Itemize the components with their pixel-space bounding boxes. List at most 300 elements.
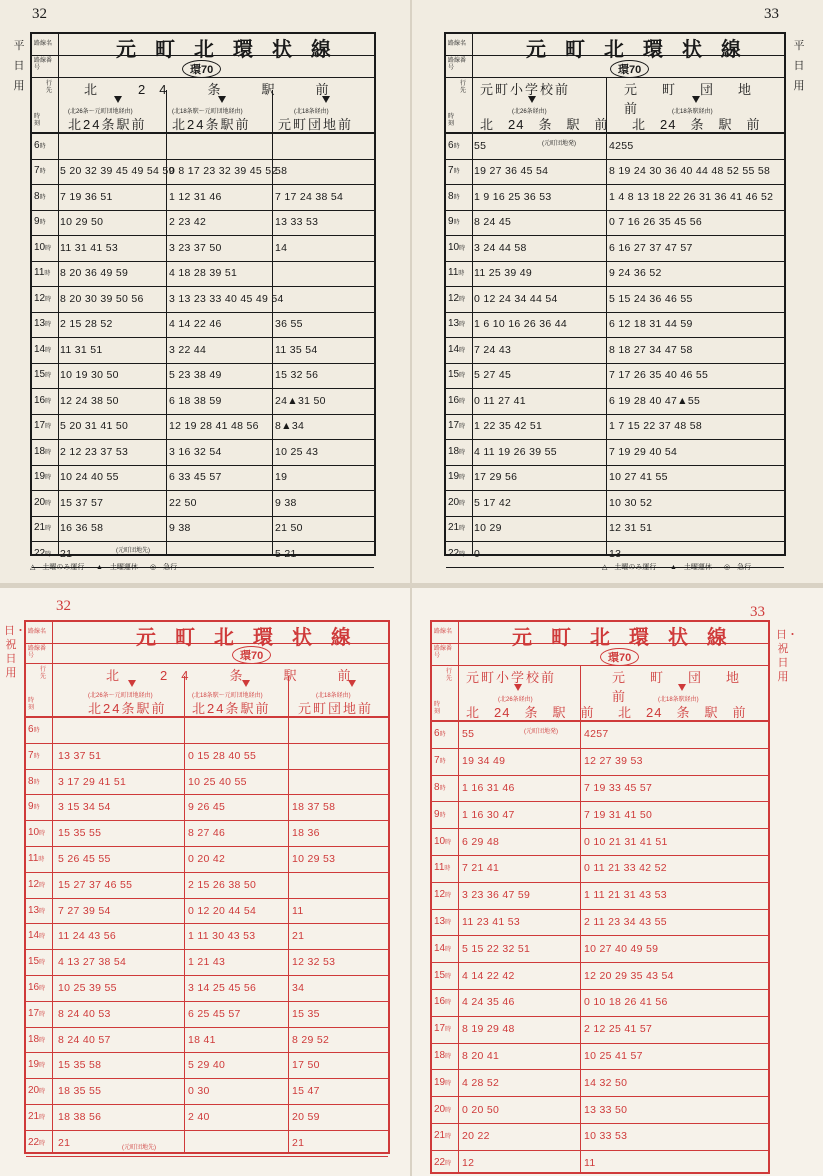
hour-label: 17時 <box>448 420 466 432</box>
hour-label: 12時 <box>434 889 452 901</box>
departure-minutes: 11 <box>292 904 304 917</box>
departure-minutes: 18 36 <box>292 827 320 840</box>
departure-minutes: 0 20 42 <box>188 852 226 865</box>
departure-minutes: 15 27 37 46 55 <box>58 878 133 891</box>
departure-minutes: 1 16 30 47 <box>462 808 515 821</box>
hour-label: 21時 <box>28 1110 46 1122</box>
service-day-label: 平日用 <box>13 40 25 92</box>
departure-minutes: 22 50 <box>169 496 197 509</box>
hour-label: 13時 <box>434 916 452 927</box>
departure-minutes: 11 35 54 <box>275 343 318 356</box>
hour-label: 8時 <box>34 190 46 202</box>
departure-minutes: 6 29 48 <box>462 835 500 848</box>
departure-minutes: 0 10 21 31 41 51 <box>584 835 668 848</box>
departure-minutes: 10 25 41 57 <box>584 1050 643 1062</box>
departure-minutes: 2 11 23 34 43 55 <box>584 916 667 928</box>
hour-label: 21時 <box>448 522 466 534</box>
departure-minutes: 8▲34 <box>275 420 305 433</box>
departure-minutes: 0 11 21 33 42 52 <box>584 862 667 875</box>
route-number-label: 路線番号 <box>448 58 467 71</box>
column-via: (北26条～元町団地経由) <box>68 109 133 115</box>
departure-minutes: 8 24 45 <box>474 216 512 229</box>
time-label: 時刻 <box>434 702 441 715</box>
departure-minutes: 9 26 45 <box>188 801 226 814</box>
hour-label: 10時 <box>448 241 466 253</box>
column-stop: 北24条駅前 <box>172 117 251 132</box>
hour-label: 15時 <box>434 969 452 981</box>
hour-label: 17時 <box>34 420 52 432</box>
holiday-page-33 <box>412 588 823 1176</box>
weekday-page-33 <box>412 0 823 583</box>
departure-minutes: 4 13 27 38 54 <box>58 956 127 969</box>
hour-rows <box>26 622 388 1152</box>
legend-saturday-suspended: ▲—土曜運休 <box>670 564 712 571</box>
hour-label: 16時 <box>34 394 52 406</box>
hour-label: 19時 <box>34 471 52 483</box>
departure-minutes: 36 55 <box>275 318 303 331</box>
departure-minutes: 10 19 30 50 <box>60 369 119 382</box>
hour-rows <box>32 34 374 560</box>
header-destination: 元町小学校前 <box>466 670 557 685</box>
departure-minutes: 7 24 43 <box>474 343 512 356</box>
departure-minutes: 9 24 36 52 <box>609 267 662 280</box>
departure-minutes: 10 25 40 55 <box>188 775 247 788</box>
route-name-label: 路線名 <box>434 629 453 635</box>
departure-minutes: 21 <box>58 1136 71 1149</box>
departure-minutes: 16 36 58 <box>60 522 104 535</box>
departure-minutes: 6 16 27 37 47 57 <box>609 241 693 254</box>
hour-label: 20時 <box>448 496 466 508</box>
route-name-label: 路線名 <box>448 41 467 47</box>
hour-label: 14時 <box>434 942 452 954</box>
departure-minutes: 7 19 31 41 50 <box>584 808 653 821</box>
departure-minutes: 5 21 <box>275 547 297 560</box>
departure-minutes: 5 17 42 <box>474 496 512 509</box>
hour-label: 20時 <box>434 1103 452 1115</box>
departure-minutes: 21 <box>60 547 73 560</box>
route-name-label: 路線名 <box>34 41 53 47</box>
hour-label: 22時 <box>448 547 466 559</box>
route-number-label: 路線番号 <box>34 58 53 71</box>
departure-minutes: 15 47 <box>292 1085 320 1098</box>
departure-minutes: 0 12 24 34 44 54 <box>474 292 558 305</box>
departure-minutes: 4 14 22 46 <box>169 318 222 331</box>
departure-minutes: 7 17 26 35 40 46 55 <box>609 369 709 382</box>
hour-label: 6時 <box>34 139 46 151</box>
departure-minutes: 19 34 49 <box>462 755 506 768</box>
column-via: (北18条経由) <box>316 693 351 699</box>
column-stop: 北24条駅前 <box>88 701 167 716</box>
departure-minutes: 15 35 55 <box>58 827 102 840</box>
hour-label: 18時 <box>434 1050 452 1061</box>
hour-rows <box>432 622 768 1172</box>
timetable <box>24 620 390 1154</box>
departure-minutes: 2 23 42 <box>169 216 207 229</box>
time-label: 時刻 <box>448 114 455 127</box>
hour-label: 16時 <box>448 394 466 406</box>
page-number: 32 <box>56 598 71 614</box>
direction-label: 行先 <box>446 669 453 682</box>
hour-label: 10時 <box>28 827 46 839</box>
departure-minutes: 8 19 29 48 <box>462 1023 515 1036</box>
departure-minutes: 19 27 36 45 54 <box>474 165 549 178</box>
departure-minutes: 21 <box>292 1136 305 1149</box>
departure-minutes: 3 23 36 47 59 <box>462 889 531 902</box>
hour-label: 9時 <box>434 808 446 820</box>
departure-minutes: 5 27 45 <box>474 369 512 382</box>
departure-minutes: 14 <box>275 241 288 254</box>
departure-minutes: 21 <box>292 930 305 943</box>
departure-minutes: 1 4 8 13 18 22 26 31 36 41 46 52 <box>609 190 774 203</box>
hour-label: 10時 <box>34 241 52 253</box>
hour-label: 9時 <box>28 801 40 813</box>
column-via: (北18条駅～元町団地経由) <box>172 109 243 115</box>
departure-minutes: 0 20 50 <box>462 1103 500 1116</box>
departure-minutes: 2 40 <box>188 1110 210 1123</box>
departure-minutes: 3 23 37 50 <box>169 241 222 254</box>
departure-minutes: 15 32 56 <box>275 369 319 382</box>
departure-minutes: 2 12 25 41 57 <box>584 1023 653 1036</box>
column-stop: 北 24 条 駅 前 <box>618 705 747 720</box>
departure-minutes: 4255 <box>609 139 634 152</box>
departure-minutes: 8 20 36 49 59 <box>60 267 129 280</box>
service-day-label: 平日用 <box>793 40 805 92</box>
column-stop: 元町団地前 <box>278 117 354 132</box>
timetable <box>444 32 786 560</box>
departure-minutes: 5 29 40 <box>188 1059 226 1072</box>
departure-minutes: 4 11 19 26 39 55 <box>474 445 557 458</box>
hour-label: 11時 <box>34 267 51 279</box>
departure-minutes: 10 25 43 <box>275 445 319 458</box>
timetable <box>30 32 376 560</box>
hour-label: 17時 <box>434 1023 452 1035</box>
hour-label: 12時 <box>34 292 52 304</box>
column-via: (北26条経由) <box>512 109 547 115</box>
departure-minutes: 10 29 50 <box>60 216 104 229</box>
service-day-label: 日・祝日用 <box>4 625 26 679</box>
departure-minutes: 7 27 39 54 <box>58 904 111 917</box>
origin-note: (元町団地発) <box>524 729 558 735</box>
departure-minutes: 8 24 40 53 <box>58 1007 111 1020</box>
departure-minutes: 55 <box>474 139 487 152</box>
hour-label: 17時 <box>28 1007 46 1019</box>
departure-minutes: 10 29 53 <box>292 852 336 865</box>
hour-label: 22時 <box>434 1157 452 1169</box>
departure-minutes: 1 11 30 43 53 <box>188 930 256 943</box>
hour-label: 22時 <box>28 1136 46 1148</box>
direction-label: 行先 <box>460 81 467 94</box>
page-number: 33 <box>764 6 779 22</box>
departure-minutes: 10 24 40 55 <box>60 471 119 484</box>
legend-saturday-only: △—土曜のみ運行 <box>602 564 657 571</box>
departure-minutes: 2 15 28 52 <box>60 318 113 331</box>
departure-minutes: 15 37 57 <box>60 496 104 509</box>
departure-minutes: 11 <box>584 1157 596 1170</box>
departure-minutes: 12 <box>462 1157 475 1170</box>
header-destination: 北 24 条 駅 前 <box>84 82 343 97</box>
direction-label: 行先 <box>40 667 47 680</box>
departure-minutes: 7 19 33 45 57 <box>584 782 653 794</box>
departure-minutes: 12 24 38 50 <box>60 394 119 407</box>
hour-label: 15時 <box>34 369 52 381</box>
hour-label: 19時 <box>28 1059 46 1071</box>
departure-minutes: 20 22 <box>462 1130 490 1143</box>
departure-minutes: 4 18 28 39 51 <box>169 267 238 280</box>
column-stop: 北 24 条 駅 前 <box>466 705 595 720</box>
departure-minutes: 2 12 23 37 53 <box>60 445 129 458</box>
departure-minutes: 13 37 51 <box>58 749 102 762</box>
weekday-page-32 <box>0 0 410 583</box>
hour-label: 21時 <box>34 522 52 534</box>
hour-label: 13時 <box>28 904 46 916</box>
departure-minutes: 10 29 <box>474 522 502 535</box>
hour-label: 8時 <box>434 782 446 793</box>
hour-label: 9時 <box>34 216 46 228</box>
hour-label: 6時 <box>28 723 40 735</box>
departure-minutes: 4 24 35 46 <box>462 996 515 1009</box>
departure-minutes: 8 20 41 <box>462 1050 500 1062</box>
hour-label: 16時 <box>28 981 46 993</box>
header-destination: 元町小学校前 <box>480 82 571 97</box>
hour-rows <box>446 34 784 560</box>
time-label: 時刻 <box>34 114 41 127</box>
hour-label: 12時 <box>28 878 46 890</box>
timetable <box>430 620 770 1174</box>
departure-minutes: 8 29 52 <box>292 1033 330 1046</box>
departure-minutes: 3 16 32 54 <box>169 445 222 458</box>
departure-minutes: 10 27 41 55 <box>609 471 668 484</box>
hour-label: 11時 <box>434 862 451 874</box>
holiday-page-32 <box>0 588 410 1176</box>
departure-minutes: 7 19 36 51 <box>60 190 113 203</box>
departure-minutes: 11 25 39 49 <box>474 267 532 280</box>
departure-minutes: 17 29 56 <box>474 471 518 484</box>
hour-label: 9時 <box>448 216 460 228</box>
departure-minutes: 7 19 29 40 54 <box>609 445 678 458</box>
hour-label: 14時 <box>28 930 46 942</box>
departure-minutes: 17 50 <box>292 1059 320 1072</box>
service-day-label: 日・祝日用 <box>776 629 798 683</box>
departure-minutes: 11 31 41 53 <box>60 241 118 254</box>
column-via: (北18条経由) <box>294 109 329 115</box>
departure-minutes: 0 8 17 23 32 39 45 52 <box>169 165 278 178</box>
origin-note: (元町団地先) <box>122 1145 156 1151</box>
origin-note: (元町団地先) <box>116 548 150 554</box>
departure-minutes: 4257 <box>584 728 609 741</box>
departure-minutes: 20 59 <box>292 1110 320 1123</box>
departure-minutes: 3 13 23 33 40 45 49 54 <box>169 292 284 305</box>
column-via: (北18条駅経由) <box>672 109 713 115</box>
legend-express: ◎—急行 <box>724 564 752 571</box>
column-stop: 北 24 条 駅 前 <box>480 117 609 132</box>
departure-minutes: 1 21 43 <box>188 956 226 969</box>
departure-minutes: 13 33 53 <box>275 216 319 229</box>
departure-minutes: 7 17 24 38 54 <box>275 190 344 203</box>
hour-label: 20時 <box>34 496 52 508</box>
time-label: 時刻 <box>28 698 35 711</box>
hour-label: 11時 <box>448 267 465 279</box>
departure-minutes: 5 26 45 55 <box>58 852 111 865</box>
departure-minutes: 15 35 58 <box>58 1059 102 1072</box>
route-number-badge: 環70 <box>600 648 639 666</box>
departure-minutes: 0 12 20 44 54 <box>188 904 257 917</box>
departure-minutes: 9 38 <box>275 496 297 509</box>
departure-minutes: 5 23 38 49 <box>169 369 222 382</box>
departure-minutes: 24▲31 50 <box>275 394 326 407</box>
column-stop: 北 24 条 駅 前 <box>632 117 761 132</box>
departure-minutes: 21 50 <box>275 522 303 535</box>
departure-minutes: 4 28 52 <box>462 1076 500 1089</box>
departure-minutes: 9 38 <box>169 522 191 535</box>
departure-minutes: 7 21 41 <box>462 862 500 875</box>
hour-label: 11時 <box>28 852 45 864</box>
hour-label: 7時 <box>434 755 446 767</box>
departure-minutes: 6 25 45 57 <box>188 1007 241 1020</box>
hour-label: 7時 <box>28 749 40 761</box>
hour-label: 19時 <box>434 1076 452 1088</box>
departure-minutes: 5 15 24 36 46 55 <box>609 292 693 305</box>
departure-minutes: 55 <box>462 728 475 741</box>
hour-label: 18時 <box>34 445 52 457</box>
legend-saturday-only: △—土曜のみ運行 <box>30 564 85 571</box>
departure-minutes: 11 24 43 56 <box>58 930 116 943</box>
hour-label: 20時 <box>28 1085 46 1097</box>
departure-minutes: 8 19 24 30 36 40 44 48 52 55 58 <box>609 165 771 178</box>
page-number: 33 <box>750 604 765 620</box>
departure-minutes: 18 38 56 <box>58 1110 102 1123</box>
departure-minutes: 12 32 53 <box>292 956 336 969</box>
departure-minutes: 1 9 16 25 36 53 <box>474 190 552 203</box>
departure-minutes: 0 10 18 26 41 56 <box>584 996 668 1009</box>
departure-minutes: 18 37 58 <box>292 801 336 814</box>
hour-label: 18時 <box>28 1033 46 1045</box>
departure-minutes: 1 7 15 22 37 48 58 <box>609 420 702 433</box>
route-name: 元 町 北 環 状 線 <box>512 625 733 649</box>
departure-minutes: 5 15 22 32 51 <box>462 942 531 955</box>
hour-label: 6時 <box>448 139 460 151</box>
route-name-label: 路線名 <box>28 629 47 635</box>
hour-label: 19時 <box>448 471 466 483</box>
departure-minutes: 10 25 39 55 <box>58 981 117 994</box>
hour-label: 12時 <box>448 292 466 304</box>
origin-note: (元町団地発) <box>542 141 576 147</box>
hour-label: 13時 <box>448 318 466 330</box>
departure-minutes: 12 19 28 41 48 56 <box>169 420 259 433</box>
direction-label: 行先 <box>46 81 53 94</box>
route-number-badge: 環70 <box>232 646 271 664</box>
header-destination: 北 24 条 駅 前 <box>106 668 365 683</box>
departure-minutes: 5 20 32 39 45 49 54 59 <box>60 165 175 178</box>
departure-minutes: 13 33 50 <box>584 1103 628 1116</box>
departure-minutes: 34 <box>292 981 305 994</box>
hour-label: 21時 <box>434 1130 452 1142</box>
departure-minutes: 0 30 <box>188 1085 210 1098</box>
departure-minutes: 3 22 44 <box>169 343 207 356</box>
departure-minutes: 0 15 28 40 55 <box>188 749 257 762</box>
hour-label: 14時 <box>448 343 466 355</box>
departure-minutes: 6 33 45 57 <box>169 471 222 484</box>
departure-minutes: 2 15 26 38 50 <box>188 878 257 891</box>
departure-minutes: 1 11 21 31 43 53 <box>584 889 667 902</box>
hour-label: 18時 <box>448 445 466 457</box>
departure-minutes: 0 <box>474 547 481 560</box>
hour-label: 22時 <box>34 547 52 559</box>
departure-minutes: 8 24 40 57 <box>58 1033 111 1046</box>
departure-minutes: 8 18 27 34 47 58 <box>609 343 693 356</box>
hour-label: 7時 <box>34 165 46 177</box>
column-via: (北18条駅経由) <box>658 697 699 703</box>
page-number: 32 <box>32 6 47 22</box>
departure-minutes: 10 33 53 <box>584 1130 628 1143</box>
header-destination: 元 町 団 地 前 <box>624 82 777 116</box>
departure-minutes: 1 6 10 16 26 36 44 <box>474 318 567 331</box>
departure-minutes: 1 16 31 46 <box>462 782 515 794</box>
hour-label: 8時 <box>28 775 40 787</box>
departure-minutes: 3 24 44 58 <box>474 241 527 254</box>
hour-label: 6時 <box>434 728 446 740</box>
departure-minutes: 6 12 18 31 44 59 <box>609 318 693 331</box>
column-via: (北18条駅～元町団地経由) <box>192 693 263 699</box>
route-number-badge: 環70 <box>610 60 649 78</box>
route-name: 元 町 北 環 状 線 <box>526 37 747 61</box>
departure-minutes: 6 18 38 59 <box>169 394 222 407</box>
departure-minutes: 15 35 <box>292 1007 320 1020</box>
departure-minutes: 0 7 16 26 35 45 56 <box>609 216 702 229</box>
departure-minutes: 5 20 31 41 50 <box>60 420 129 433</box>
hour-label: 10時 <box>434 835 452 847</box>
route-name: 元 町 北 環 状 線 <box>116 37 337 61</box>
departure-minutes: 12 20 29 35 43 54 <box>584 969 674 982</box>
column-stop: 元町団地前 <box>298 701 374 716</box>
hour-label: 15時 <box>28 956 46 968</box>
route-number-label: 路線番号 <box>434 646 453 659</box>
departure-minutes: 19 <box>275 471 288 484</box>
departure-minutes: 11 23 41 53 <box>462 916 520 928</box>
departure-minutes: 6 19 28 40 47▲55 <box>609 394 701 407</box>
route-number-badge: 環70 <box>182 60 221 78</box>
route-number-label: 路線番号 <box>28 646 47 659</box>
hour-label: 7時 <box>448 165 460 177</box>
column-stop: 北24条駅前 <box>68 117 147 132</box>
departure-minutes: 18 41 <box>188 1033 216 1046</box>
departure-minutes: 10 30 52 <box>609 496 653 509</box>
departure-minutes: 12 27 39 53 <box>584 755 643 768</box>
departure-minutes: 3 14 25 45 56 <box>188 981 257 994</box>
departure-minutes: 8 27 46 <box>188 827 226 840</box>
legend-saturday-suspended: ▲—土曜運休 <box>96 564 138 571</box>
departure-minutes: 14 32 50 <box>584 1076 628 1089</box>
column-via: (北26条経由) <box>498 697 533 703</box>
hour-label: 16時 <box>434 996 452 1008</box>
departure-minutes: 10 27 40 49 59 <box>584 942 659 955</box>
legend-express: ◎—急行 <box>150 564 178 571</box>
departure-minutes: 58 <box>275 165 288 178</box>
hour-label: 8時 <box>448 190 460 202</box>
departure-minutes: 0 11 27 41 <box>474 394 526 407</box>
route-name: 元 町 北 環 状 線 <box>136 625 357 649</box>
departure-minutes: 13 <box>609 547 622 560</box>
hour-label: 15時 <box>448 369 466 381</box>
departure-minutes: 18 35 55 <box>58 1085 102 1098</box>
hour-label: 13時 <box>34 318 52 330</box>
departure-minutes: 1 22 35 42 51 <box>474 420 543 433</box>
departure-minutes: 4 14 22 42 <box>462 969 515 982</box>
departure-minutes: 8 20 30 39 50 56 <box>60 292 144 305</box>
header-destination: 元 町 団 地 前 <box>612 670 765 704</box>
hour-label: 14時 <box>34 343 52 355</box>
departure-minutes: 11 31 51 <box>60 343 103 356</box>
column-via: (北26条～元町団地経由) <box>88 693 153 699</box>
